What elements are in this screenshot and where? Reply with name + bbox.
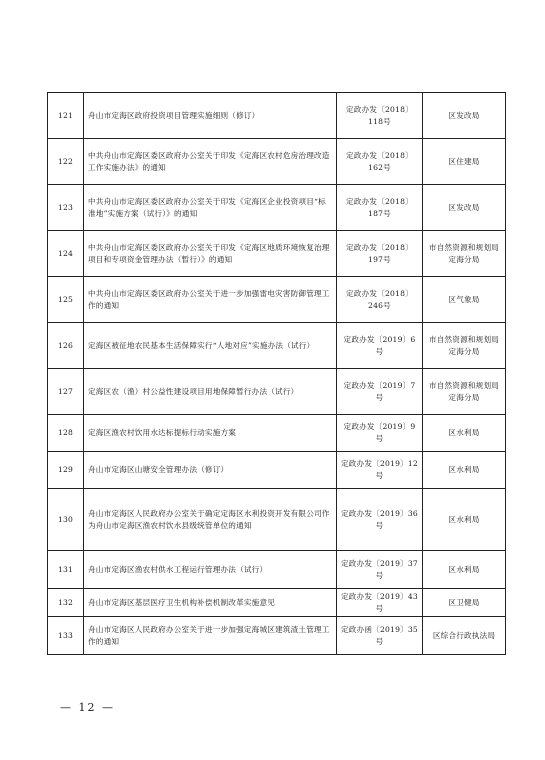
row-department: 区发改局 bbox=[423, 93, 506, 139]
row-department: 区卫健局 bbox=[423, 589, 506, 617]
row-doc-number: 定政办发〔2019〕6号 bbox=[337, 323, 423, 369]
row-doc-number: 定政办发〔2019〕37号 bbox=[337, 551, 423, 589]
document-table bbox=[47, 92, 506, 655]
row-number: 133 bbox=[48, 617, 84, 655]
row-department: 区水利局 bbox=[423, 452, 506, 489]
row-department: 区水利局 bbox=[423, 489, 506, 551]
table-row bbox=[48, 139, 506, 185]
table-row bbox=[48, 452, 506, 489]
document-table-wrapper bbox=[47, 92, 505, 655]
table-row bbox=[48, 323, 506, 369]
table-row bbox=[48, 589, 506, 617]
table-row bbox=[48, 415, 506, 452]
row-number: 124 bbox=[48, 231, 84, 277]
page-number: — 12 — bbox=[60, 701, 115, 714]
row-title: 中共舟山市定海区委区政府办公室关于印发《定海区企业投资项目“标准地”实施方案（试行）》的通知 bbox=[84, 185, 337, 231]
row-doc-number: 定政办发〔2018〕187号 bbox=[337, 185, 423, 231]
row-doc-number: 定政办发〔2019〕43号 bbox=[337, 589, 423, 617]
row-number: 131 bbox=[48, 551, 84, 589]
row-doc-number: 定政办函〔2019〕35号 bbox=[337, 617, 423, 655]
row-doc-number: 定政办发〔2018〕246号 bbox=[337, 277, 423, 323]
row-number: 121 bbox=[48, 93, 84, 139]
row-department: 区综合行政执法局 bbox=[423, 617, 506, 655]
row-number: 123 bbox=[48, 185, 84, 231]
table-row bbox=[48, 617, 506, 655]
row-title: 舟山市定海区人民政府办公室关于确定定海区水利投资开发有限公司作为舟山市定海区渔农村饮水县级统管单位的通知 bbox=[84, 489, 337, 551]
table-row bbox=[48, 551, 506, 589]
row-department: 区气象局 bbox=[423, 277, 506, 323]
row-title: 中共舟山市定海区委区政府办公室关于印发《定海区农村危房治理改造工作实施办法》的通知 bbox=[84, 139, 337, 185]
row-doc-number: 定政办发〔2019〕12号 bbox=[337, 452, 423, 489]
row-number: 126 bbox=[48, 323, 84, 369]
row-title: 定海区被征地农民基本生活保障实行“人地对应”实施办法（试行） bbox=[84, 323, 337, 369]
table-row bbox=[48, 185, 506, 231]
row-department: 区水利局 bbox=[423, 551, 506, 589]
row-doc-number: 定政办发〔2018〕118号 bbox=[337, 93, 423, 139]
row-department: 市自然资源和规划局定海分局 bbox=[423, 231, 506, 277]
row-doc-number: 定政办发〔2018〕162号 bbox=[337, 139, 423, 185]
row-doc-number: 定政办发〔2019〕7号 bbox=[337, 369, 423, 415]
row-doc-number: 定政办发〔2019〕36号 bbox=[337, 489, 423, 551]
row-number: 132 bbox=[48, 589, 84, 617]
table-row bbox=[48, 231, 506, 277]
row-title: 舟山市定海区人民政府办公室关于进一步加强定海城区建筑渣土管理工作的通知 bbox=[84, 617, 337, 655]
row-department: 市自然资源和规划局定海分局 bbox=[423, 369, 506, 415]
row-title: 中共舟山市定海区委区政府办公室关于进一步加强雷电灾害防御管理工作的通知 bbox=[84, 277, 337, 323]
row-number: 125 bbox=[48, 277, 84, 323]
row-title: 舟山市定海区基层医疗卫生机构补偿机制改革实施意见 bbox=[84, 589, 337, 617]
row-department: 市自然资源和规划局定海分局 bbox=[423, 323, 506, 369]
row-number: 127 bbox=[48, 369, 84, 415]
row-number: 122 bbox=[48, 139, 84, 185]
row-doc-number: 定政办发〔2019〕9号 bbox=[337, 415, 423, 452]
row-department: 区发改局 bbox=[423, 185, 506, 231]
row-department: 区住建局 bbox=[423, 139, 506, 185]
row-title: 定海区农（渔）村公益性建设项目用地保障暂行办法（试行） bbox=[84, 369, 337, 415]
row-title: 定海区渔农村饮用水达标提标行动实施方案 bbox=[84, 415, 337, 452]
table-row bbox=[48, 93, 506, 139]
table-row bbox=[48, 369, 506, 415]
row-number: 128 bbox=[48, 415, 84, 452]
row-title: 舟山市定海区渔农村供水工程运行管理办法（试行） bbox=[84, 551, 337, 589]
row-department: 区水利局 bbox=[423, 415, 506, 452]
row-title: 舟山市定海区政府投资项目管理实施细则（修订） bbox=[84, 93, 337, 139]
table-row bbox=[48, 489, 506, 551]
row-number: 129 bbox=[48, 452, 84, 489]
table-row bbox=[48, 277, 506, 323]
row-title: 中共舟山市定海区委区政府办公室关于印发《定海区地质环境恢复治理项目和专项资金管理办法（暂行）》的通知 bbox=[84, 231, 337, 277]
row-title: 舟山市定海区山塘安全管理办法（修订） bbox=[84, 452, 337, 489]
row-doc-number: 定政办发〔2018〕197号 bbox=[337, 231, 423, 277]
row-number: 130 bbox=[48, 489, 84, 551]
